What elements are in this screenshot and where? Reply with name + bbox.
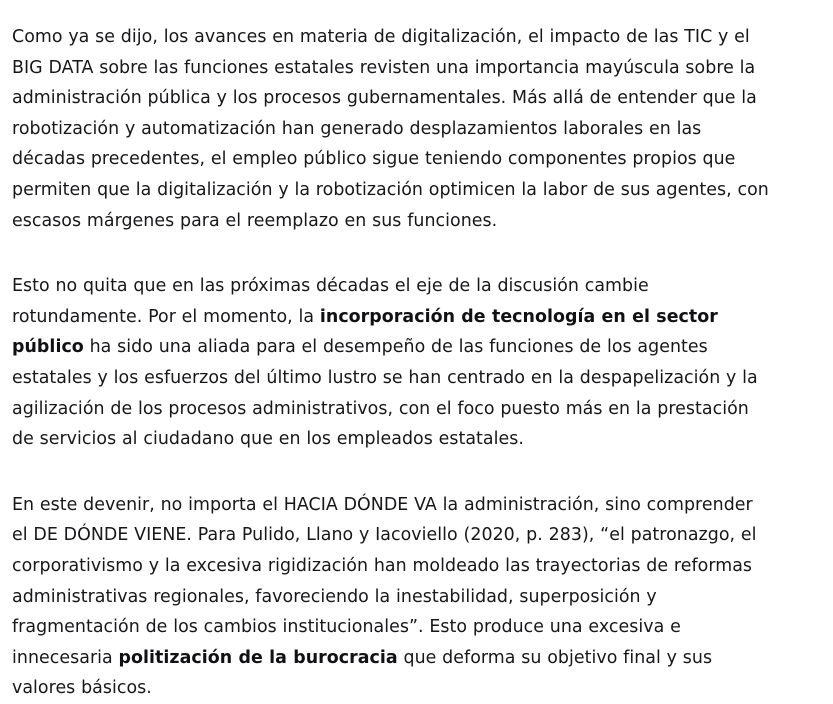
paragraph: En este devenir, no importa el HACIA DÓNDE VA la administración, sino comprender el DE DÓNDE VIENE. Para Pulido, Llano y Iacoviello (2020, p. 283), “el patronazgo, el corporativismo y la excesiva rigidización han moldeado las trayectorias de reformas administrativas regionales, favoreciendo la inestabilidad, superposición y fragmentación de los cambios institucionales”. Esto produce una excesiva e innecesaria politización de la burocracia que deforma su objetivo final y sus valores básicos.	[12, 494, 757, 699]
emphasis-text: incorporación de tecnología en el sector público	[12, 306, 718, 358]
paragraph: Esto no quita que en las próximas décadas el eje de la discusión cambie rotundamente. Por el momento, la incorporación de tecnología en el sector público ha sido una aliada para el desempeño de las funciones de los agentes estatales y los esfuerzos del último lustro se han centrado en la despapelización y la agilización de los procesos administrativos, con el foco puesto más en la prestación de servicios al ciudadano que en los empleados estatales.	[12, 276, 758, 450]
paragraph: Como ya se dijo, los avances en materia de digitalización, el impacto de las TIC y el BIG DATA sobre las funciones estatales revisten una importancia mayúscula sobre la administración pública y los procesos gubernamentales. Más allá de entender que la robotización y automatización han generado desplazamientos laborales en las décadas precedentes, el empleo público sigue teniendo componentes propios que permiten que la digitalización y la robotización optimicen la labor de sus agentes, con escasos márgenes para el reemplazo en sus funciones.	[12, 27, 769, 231]
document-body	[12, 22, 774, 704]
emphasis-text: politización de la burocracia	[118, 647, 398, 668]
